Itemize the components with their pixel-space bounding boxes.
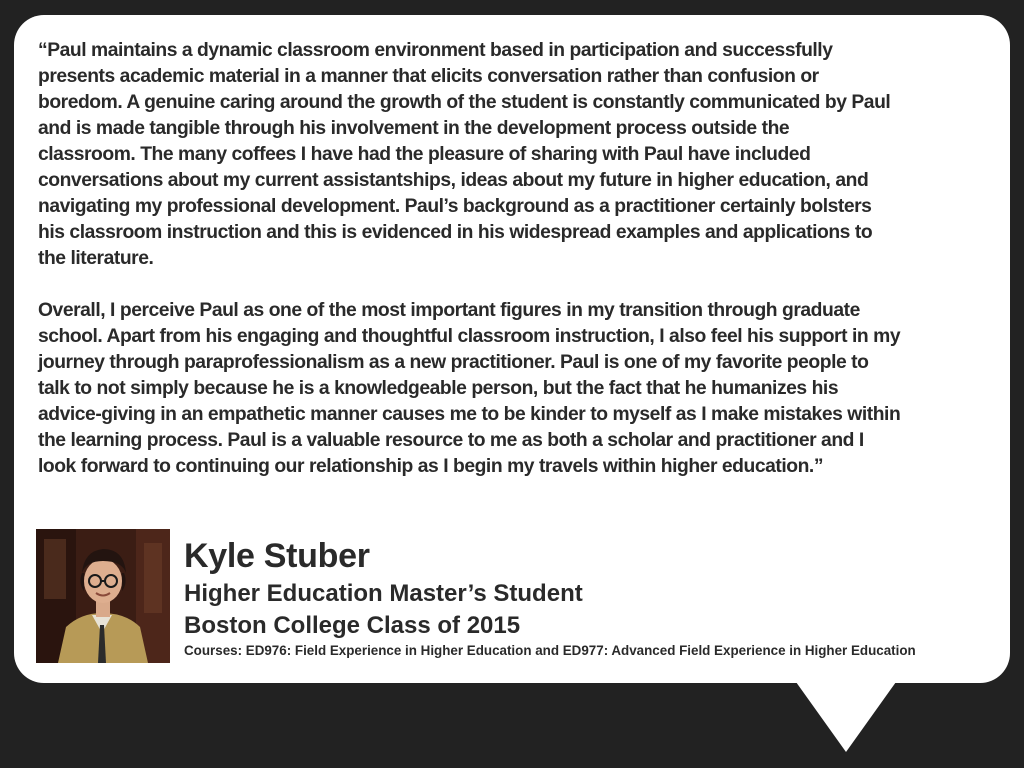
author-portrait-image — [36, 529, 170, 663]
author-school: Boston College Class of 2015 — [184, 612, 521, 639]
author-name: Kyle Stuber — [184, 537, 370, 575]
speech-bubble-tail — [796, 682, 896, 752]
author-role: Higher Education Master’s Student — [184, 580, 583, 607]
author-courses: Courses: ED976: Field Experience in Higher Education and ED977: Advanced Field Experience in Higher Education — [184, 643, 916, 658]
quote-paragraph-1: “Paul maintains a dynamic classroom environment based in participation and successfully presents academic material in a manner that elicits conversation rather than confusion or boredom. A genuine caring around the growth of the student is constantly communicated by Paul and is made tangible through his involvement in the development process outside the classroom. The many coffees I have had the pleasure of sharing with Paul have included conversations about my current assistantships, ideas about my future in higher education, and navigating my professional development. Paul’s background as a practitioner certainly bolsters his classroom instruction and this is evidenced in his widespread examples and applications to the literature. — [38, 40, 891, 269]
quote-paragraph-2: Overall, I perceive Paul as one of the most important figures in my transition through graduate school. Apart from his engaging and thoughtful classroom instruction, I also feel his support in my journey through paraprofessionalism as a new practitioner. Paul is one of my favorite people to talk to not simply because he is a knowledgeable person, but the fact that he humanizes his advice-giving in an empathetic manner causes me to be kinder to myself as I make mistakes within the learning process. Paul is a valuable resource to me as both a scholar and practitioner and I look forward to continuing our relationship as I begin my travels within higher education.” — [38, 300, 901, 477]
author-photo — [36, 529, 170, 663]
testimonial-quote — [38, 38, 998, 480]
